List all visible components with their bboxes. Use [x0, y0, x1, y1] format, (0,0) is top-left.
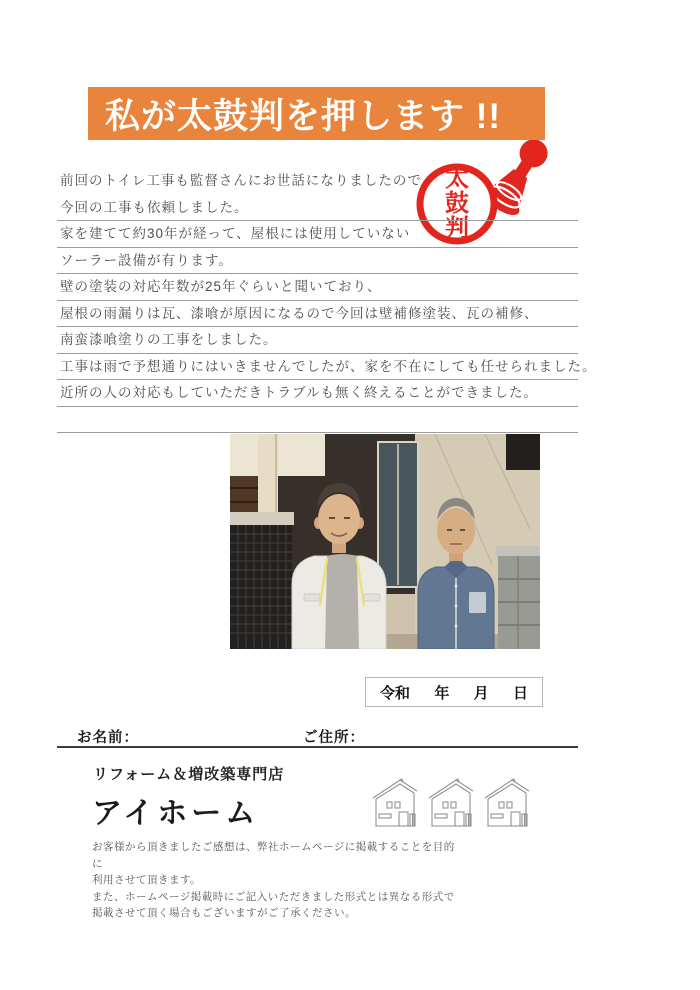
name-address-row: [57, 726, 578, 748]
footer-disclaimer: [92, 839, 462, 922]
company-name: アイホーム: [92, 797, 260, 830]
testimonial-line: 近所の人の対応もしていただきトラブルも無く終えることができました。: [57, 380, 578, 407]
footer-line: に: [92, 857, 103, 870]
testimonial-line: 屋根の雨漏りは瓦、漆喰が原因になるので今回は壁補修塗装、瓦の補修、: [57, 301, 578, 328]
date-day-label: 日: [512, 684, 528, 702]
footer-line: 利用させて頂きます。: [92, 874, 202, 886]
footer-line: また、ホームページ掲載時にご記入いただきました形式とは異なる形式で: [92, 890, 455, 903]
testimonial-line: 前回のトイレ工事も監督さんにお世話になりましたので: [60, 173, 422, 188]
house-icon: [485, 779, 529, 826]
footer-line: 掲載させて頂く場合もございますがご了承ください。: [92, 907, 356, 919]
address-label: ご住所：: [303, 730, 365, 746]
testimonial-line: 今回の工事も依頼しました。: [57, 195, 578, 222]
testimonial-text-block: [57, 168, 597, 433]
testimonial-line: 壁の塗装の対応年数が25年ぐらいと聞いており、: [57, 274, 578, 301]
stamp-char-1: 太: [445, 165, 469, 192]
stamp-char-3: 判: [445, 215, 469, 242]
house-icon: [429, 779, 473, 826]
stamp-char-2: 鼓: [445, 190, 469, 217]
testimonial-empty-ruled-line: [57, 407, 578, 434]
footer-line: お客様から頂きましたご感想は、弊社ホームページに掲載することを目的: [92, 841, 455, 853]
testimonial-line: 南蛮漆喰塗りの工事をしました。: [57, 327, 578, 354]
date-box: [365, 677, 543, 707]
company-tagline: リフォーム＆増改築専門店: [93, 766, 285, 783]
name-label: お名前：: [77, 730, 139, 746]
testimonial-line: 家を建てて約30年が経って、屋根には使用していない: [57, 221, 578, 248]
date-year-label: 年: [434, 684, 450, 702]
houses-icon: [372, 776, 534, 832]
page-title: 私が太鼓判を押します !!: [105, 96, 502, 136]
testimonial-line: ソーラー設備が有ります。: [57, 248, 578, 275]
date-era-label: 令和: [380, 684, 411, 702]
customer-photo: [230, 434, 540, 649]
headline-banner: [88, 87, 545, 140]
house-icon: [373, 779, 417, 826]
date-month-label: 月: [473, 684, 489, 702]
testimonial-line: 工事は雨で予想通りにはいきませんでしたが、家を不在にしても任せられました。: [57, 354, 578, 381]
